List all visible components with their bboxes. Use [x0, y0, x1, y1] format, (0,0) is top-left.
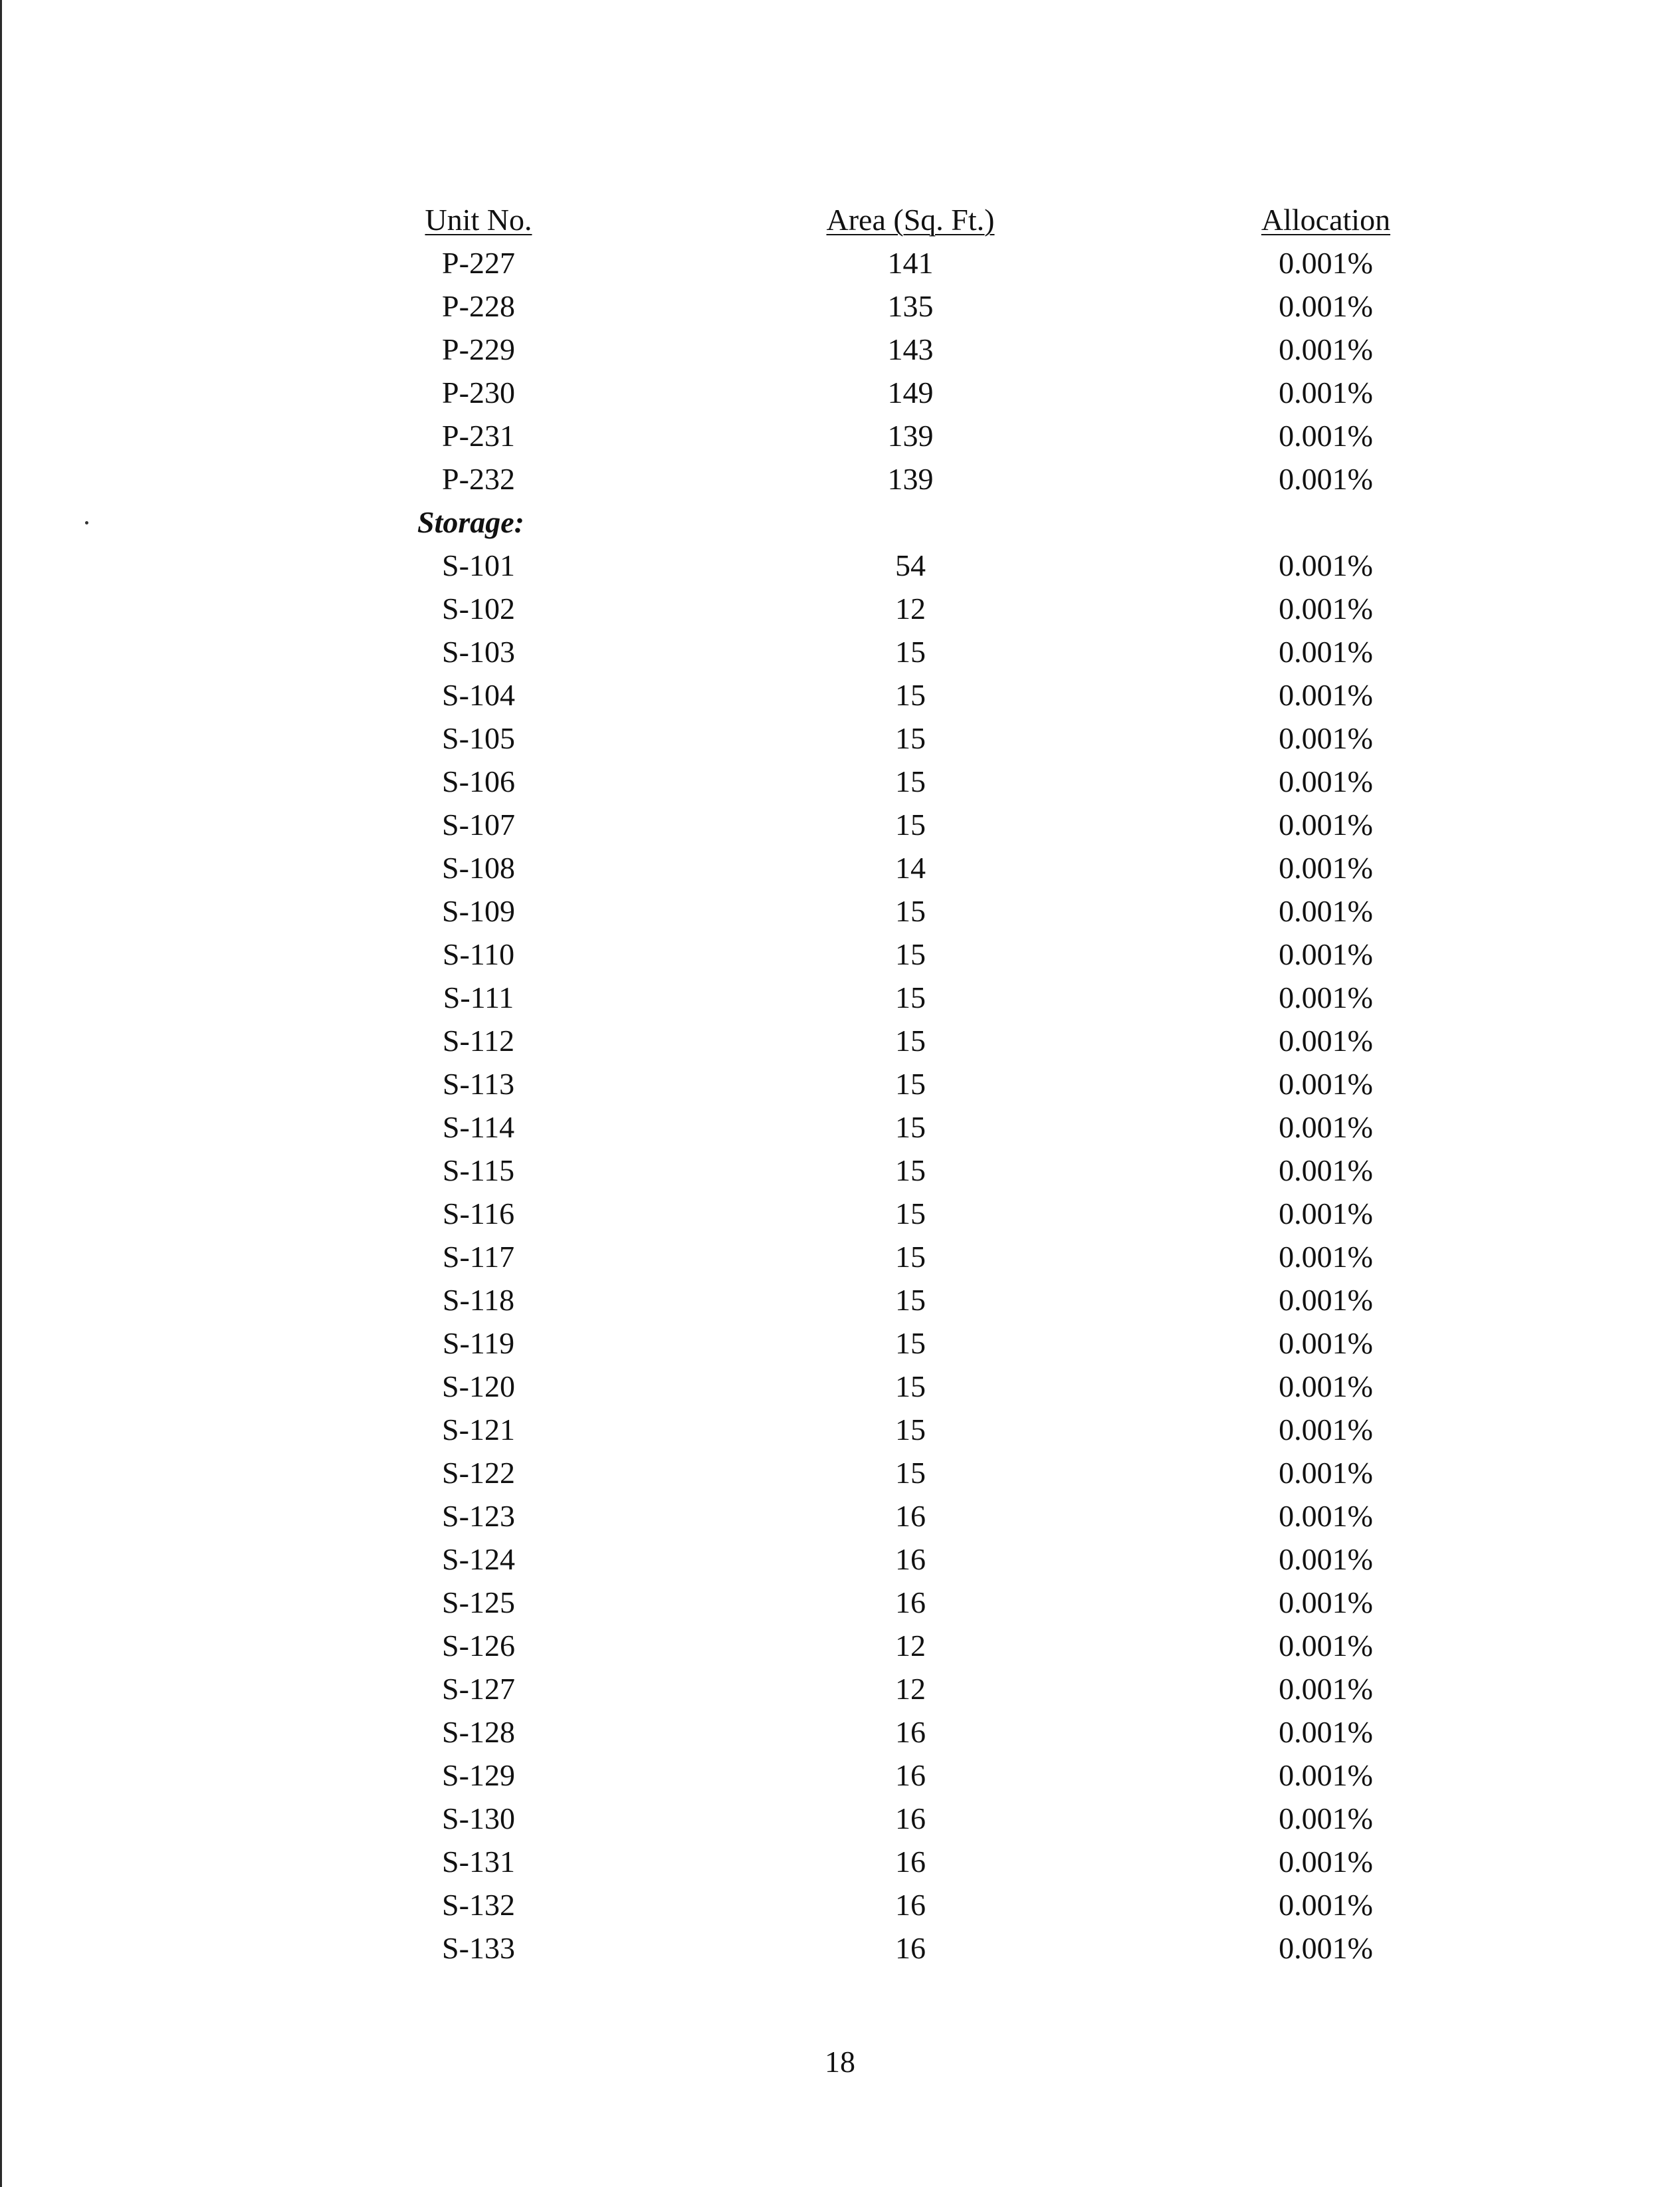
area-cell: 15: [895, 1240, 926, 1274]
table-row: [372, 1235, 1435, 1278]
allocation-cell: 0.001%: [1279, 1110, 1373, 1144]
allocation-cell: 0.001%: [1279, 1283, 1373, 1317]
area-cell: 16: [895, 1715, 926, 1749]
area-cell: 139: [887, 462, 934, 496]
allocation-cell: 0.001%: [1279, 1240, 1373, 1274]
unit-no-cell: S-125: [442, 1585, 515, 1619]
area-cell: 16: [895, 1499, 926, 1533]
area-cell: 16: [895, 1542, 926, 1576]
table-row: [372, 457, 1435, 501]
table-row: [372, 1408, 1435, 1451]
table-row: [372, 1581, 1435, 1624]
area-cell: 12: [895, 1672, 926, 1706]
table-row: [372, 1538, 1435, 1581]
allocation-cell: 0.001%: [1279, 1585, 1373, 1619]
unit-no-cell: S-109: [442, 894, 515, 928]
area-cell: 15: [895, 1110, 926, 1144]
page-number: 18: [825, 2045, 855, 2079]
storage-section-title: Storage:: [417, 505, 524, 539]
unit-no-cell: S-132: [442, 1888, 515, 1922]
area-cell: 15: [895, 635, 926, 669]
table-row: [372, 1105, 1435, 1149]
unit-no-cell: P-232: [442, 462, 515, 496]
allocation-cell: 0.001%: [1279, 376, 1373, 409]
allocation-cell: 0.001%: [1279, 592, 1373, 626]
area-cell: 16: [895, 1888, 926, 1922]
unit-no-cell: S-107: [442, 808, 515, 842]
area-cell: 15: [895, 764, 926, 798]
allocation-cell: 0.001%: [1279, 1629, 1373, 1663]
area-cell: 15: [895, 1283, 926, 1317]
area-cell: 15: [895, 894, 926, 928]
table-row: [372, 544, 1435, 587]
area-cell: 15: [895, 1024, 926, 1058]
area-cell: 15: [895, 1153, 926, 1187]
area-cell: 15: [895, 1067, 926, 1101]
table-row: [372, 285, 1435, 328]
table-row: [372, 673, 1435, 717]
allocation-cell: 0.001%: [1279, 419, 1373, 453]
area-cell: 54: [895, 548, 926, 582]
unit-no-cell: S-101: [442, 548, 515, 582]
allocation-cell: 0.001%: [1279, 1456, 1373, 1490]
table-row: [372, 1019, 1435, 1062]
unit-no-cell: S-121: [442, 1413, 515, 1446]
unit-no-cell: S-133: [442, 1931, 515, 1965]
allocation-cell: 0.001%: [1279, 1499, 1373, 1533]
area-cell: 16: [895, 1931, 926, 1965]
page-left-edge: [0, 0, 2, 2187]
table-row: [372, 414, 1435, 457]
table-row: [372, 760, 1435, 803]
allocation-cell: 0.001%: [1279, 1845, 1373, 1879]
table-row: [372, 1667, 1435, 1710]
unit-no-cell: S-116: [442, 1197, 515, 1230]
header-area: Area (Sq. Ft.): [826, 203, 995, 237]
table-header-row: [372, 198, 1435, 241]
area-cell: 12: [895, 1629, 926, 1663]
table-row: [372, 1322, 1435, 1365]
allocation-cell: 0.001%: [1279, 246, 1373, 280]
allocation-cell: 0.001%: [1279, 678, 1373, 712]
allocation-cell: 0.001%: [1279, 851, 1373, 885]
allocation-cell: 0.001%: [1279, 1067, 1373, 1101]
table-row: [372, 1365, 1435, 1408]
allocation-cell: 0.001%: [1279, 1197, 1373, 1230]
table-row: [372, 803, 1435, 846]
unit-no-cell: S-114: [442, 1110, 515, 1144]
allocation-cell: 0.001%: [1279, 1715, 1373, 1749]
unit-no-cell: S-128: [442, 1715, 515, 1749]
unit-no-cell: S-103: [442, 635, 515, 669]
unit-no-cell: S-123: [442, 1499, 515, 1533]
area-cell: 15: [895, 808, 926, 842]
allocation-cell: 0.001%: [1279, 289, 1373, 323]
unit-no-cell: S-129: [442, 1758, 515, 1792]
table-row: [372, 1278, 1435, 1322]
table-row: [372, 1840, 1435, 1883]
allocation-cell: 0.001%: [1279, 764, 1373, 798]
unit-no-cell: P-229: [442, 332, 515, 366]
unit-no-cell: S-117: [442, 1240, 515, 1274]
table-row: [372, 1494, 1435, 1538]
table-row: [372, 1883, 1435, 1926]
allocation-cell: 0.001%: [1279, 937, 1373, 971]
table-row: [372, 1710, 1435, 1754]
unit-no-cell: S-122: [442, 1456, 515, 1490]
allocation-cell: 0.001%: [1279, 1758, 1373, 1792]
area-cell: 135: [887, 289, 934, 323]
area-cell: 15: [895, 1413, 926, 1446]
unit-no-cell: S-126: [442, 1629, 515, 1663]
area-cell: 16: [895, 1801, 926, 1835]
allocation-cell: 0.001%: [1279, 1413, 1373, 1446]
area-cell: 143: [887, 332, 934, 366]
allocation-cell: 0.001%: [1279, 462, 1373, 496]
allocation-table: [372, 198, 1435, 1970]
area-cell: 14: [895, 851, 926, 885]
unit-no-cell: S-105: [442, 721, 515, 755]
area-cell: 16: [895, 1585, 926, 1619]
header-unit-no: Unit No.: [425, 203, 532, 237]
table-row: [372, 846, 1435, 889]
unit-no-cell: S-108: [442, 851, 515, 885]
storage-section-row: [372, 501, 1435, 544]
allocation-cell: 0.001%: [1279, 980, 1373, 1014]
unit-no-cell: S-124: [442, 1542, 515, 1576]
unit-no-cell: S-127: [442, 1672, 515, 1706]
area-cell: 15: [895, 1326, 926, 1360]
unit-no-cell: S-110: [442, 937, 515, 971]
area-cell: 16: [895, 1758, 926, 1792]
table-row: [372, 1149, 1435, 1192]
allocation-cell: 0.001%: [1279, 1672, 1373, 1706]
allocation-cell: 0.001%: [1279, 808, 1373, 842]
area-cell: 149: [887, 376, 934, 409]
allocation-cell: 0.001%: [1279, 1542, 1373, 1576]
parking-rows: [372, 241, 1435, 501]
table-row: [372, 1451, 1435, 1494]
table-row: [372, 371, 1435, 414]
storage-rows: [372, 544, 1435, 1970]
unit-no-cell: S-113: [442, 1067, 515, 1101]
unit-no-cell: S-131: [442, 1845, 515, 1879]
allocation-cell: 0.001%: [1279, 548, 1373, 582]
area-cell: 15: [895, 937, 926, 971]
area-cell: 15: [895, 980, 926, 1014]
allocation-cell: 0.001%: [1279, 1931, 1373, 1965]
allocation-cell: 0.001%: [1279, 635, 1373, 669]
unit-no-cell: P-228: [442, 289, 515, 323]
table-row: [372, 328, 1435, 371]
unit-no-cell: S-130: [442, 1801, 515, 1835]
unit-no-cell: S-119: [442, 1326, 515, 1360]
unit-no-cell: P-231: [442, 419, 515, 453]
unit-no-cell: S-112: [442, 1024, 515, 1058]
allocation-cell: 0.001%: [1279, 1369, 1373, 1403]
table-row: [372, 1754, 1435, 1797]
area-cell: 12: [895, 592, 926, 626]
unit-no-cell: S-104: [442, 678, 515, 712]
table-row: [372, 1062, 1435, 1105]
table-row: [372, 976, 1435, 1019]
unit-no-cell: S-102: [442, 592, 515, 626]
header-allocation: Allocation: [1261, 203, 1391, 237]
scan-speck: [85, 521, 88, 524]
unit-no-cell: S-115: [442, 1153, 515, 1187]
area-cell: 141: [887, 246, 934, 280]
table-row: [372, 587, 1435, 630]
area-cell: 15: [895, 1456, 926, 1490]
table-row: [372, 717, 1435, 760]
unit-no-cell: P-230: [442, 376, 515, 409]
area-cell: 139: [887, 419, 934, 453]
unit-no-cell: P-227: [442, 246, 515, 280]
allocation-cell: 0.001%: [1279, 721, 1373, 755]
table-row: [372, 1797, 1435, 1840]
area-cell: 15: [895, 721, 926, 755]
allocation-cell: 0.001%: [1279, 1801, 1373, 1835]
area-cell: 15: [895, 1369, 926, 1403]
allocation-cell: 0.001%: [1279, 1326, 1373, 1360]
unit-no-cell: S-118: [442, 1283, 515, 1317]
table-row: [372, 630, 1435, 673]
allocation-cell: 0.001%: [1279, 332, 1373, 366]
table-row: [372, 889, 1435, 933]
table-row: [372, 1624, 1435, 1667]
table-row: [372, 933, 1435, 976]
table-row: [372, 1192, 1435, 1235]
unit-no-cell: S-106: [442, 764, 515, 798]
allocation-cell: 0.001%: [1279, 1153, 1373, 1187]
allocation-cell: 0.001%: [1279, 1024, 1373, 1058]
allocation-cell: 0.001%: [1279, 894, 1373, 928]
unit-no-cell: S-111: [443, 980, 514, 1014]
table-row: [372, 1926, 1435, 1970]
area-cell: 15: [895, 1197, 926, 1230]
allocation-cell: 0.001%: [1279, 1888, 1373, 1922]
table-row: [372, 241, 1435, 285]
area-cell: 15: [895, 678, 926, 712]
area-cell: 16: [895, 1845, 926, 1879]
unit-no-cell: S-120: [442, 1369, 515, 1403]
